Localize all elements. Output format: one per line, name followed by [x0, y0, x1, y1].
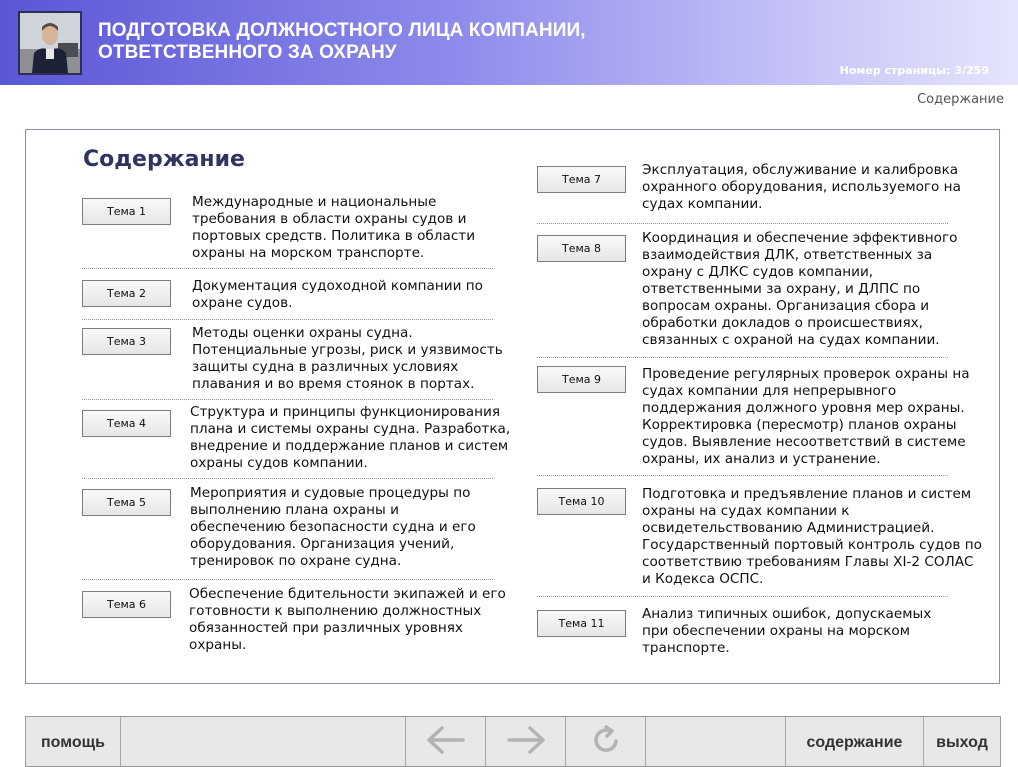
avatar-officer-image: [18, 11, 82, 75]
separator: [82, 579, 493, 580]
topic-11-text: Анализ типичных ошибок, допускаемых при обеспечении охраны на морском транспорте.: [642, 606, 932, 656]
contents-button[interactable]: [786, 717, 924, 767]
arrow-right-icon: [505, 725, 547, 761]
separator: [82, 268, 493, 269]
topic-2-text: Документация судоходной компании по охране судов.: [192, 278, 483, 311]
topic-9-text: Проведение регулярных проверок охраны на судах компании для непрерывного поддержания должного уровня мер охраны. Корректировка (пересмотр) планов охраны судов. Выявление несоответствий в системе охраны, их анализ и устранение.: [642, 366, 970, 467]
separator: [537, 596, 948, 597]
separator: [537, 223, 948, 224]
topic-10-button[interactable]: Тема 10: [537, 488, 626, 515]
contents-button-label: содержание: [806, 733, 903, 751]
back-button[interactable]: [406, 717, 486, 767]
page-title: Содержание: [83, 147, 245, 172]
topic-4-text: Структура и принципы функционирования плана и системы охраны судна. Разработка, внедрение и поддержание планов и систем охраны судов компании.: [190, 404, 511, 471]
topic-9-button[interactable]: Тема 9: [537, 366, 626, 393]
bottom-toolbar: [25, 716, 1001, 767]
help-button[interactable]: [26, 717, 121, 767]
header-bar: [0, 0, 1018, 85]
separator: [537, 475, 948, 476]
topic-10-text: Подготовка и предъявление планов и систем охраны на судах компании к освидетельствованию Администрацией. Государственный портовый контроль судов по соответствию требованиям Главы XI-2 СОЛАС и Кодекса ОСПС.: [642, 486, 982, 587]
reload-icon: [590, 724, 622, 762]
topic-3-button[interactable]: Тема 3: [82, 328, 171, 355]
separator: [82, 478, 493, 479]
topic-1-text: Международные и национальные требования в области охраны судов и портовых средств. Политика в области охраны на морском транспорте.: [192, 194, 476, 261]
topic-6-button[interactable]: Тема 6: [82, 591, 171, 618]
help-button-label: помощь: [41, 733, 105, 751]
course-title-line1: ПОДГОТОВКА ДОЛЖНОСТНОГО ЛИЦА КОМПАНИИ,: [98, 20, 586, 41]
course-title-line2: ОТВЕТСТВЕННОГО ЗА ОХРАНУ: [98, 42, 397, 63]
topic-5-text: Мероприятия и судовые процедуры по выполнению плана охраны и обеспечению безопасности судна и его оборудования. Организация учений, тренировок по охране судна.: [190, 485, 476, 569]
separator: [82, 319, 493, 320]
topic-2-button[interactable]: Тема 2: [82, 280, 171, 307]
arrow-left-icon: [425, 725, 467, 761]
topic-8-text: Координация и обеспечение эффективного взаимодействия ДЛК, ответственных за охрану с ДЛКС судов компании, ответственными за охрану, и ДЛПС по вопросам охраны. Организация сбора и обработки докладов о происшествиях, связанных с охраной на судах компании.: [642, 230, 958, 348]
forward-button[interactable]: [486, 717, 566, 767]
topic-8-button[interactable]: Тема 8: [537, 235, 626, 262]
topic-11-button[interactable]: Тема 11: [537, 610, 626, 637]
topic-5-button[interactable]: Тема 5: [82, 489, 171, 516]
topic-7-text: Эксплуатация, обслуживание и калибровка охранного оборудования, используемого на судах компании.: [642, 162, 961, 212]
topic-3-text: Методы оценки охраны судна. Потенциальные угрозы, риск и уязвимость защиты судна в различных условиях плавания и во время стоянок в портах.: [192, 325, 503, 392]
reload-button[interactable]: [566, 717, 646, 767]
toolbar-spacer: [121, 717, 406, 767]
course-title: [98, 20, 698, 64]
exit-button[interactable]: [924, 717, 1000, 767]
breadcrumb: Содержание: [917, 92, 1004, 107]
topic-4-button[interactable]: Тема 4: [82, 410, 171, 437]
topic-7-button[interactable]: Тема 7: [537, 166, 626, 193]
separator: [537, 357, 948, 358]
page-number: Номер страницы: 3/259: [839, 64, 989, 77]
separator: [82, 399, 493, 400]
toolbar-spacer: [646, 717, 786, 767]
topic-1-button[interactable]: Тема 1: [82, 198, 171, 225]
topic-6-text: Обеспечение бдительности экипажей и его готовности к выполнению должностных обязанностей при различных уровнях охраны.: [189, 586, 506, 653]
contents-panel: [25, 129, 1000, 684]
exit-button-label: выход: [936, 733, 988, 751]
